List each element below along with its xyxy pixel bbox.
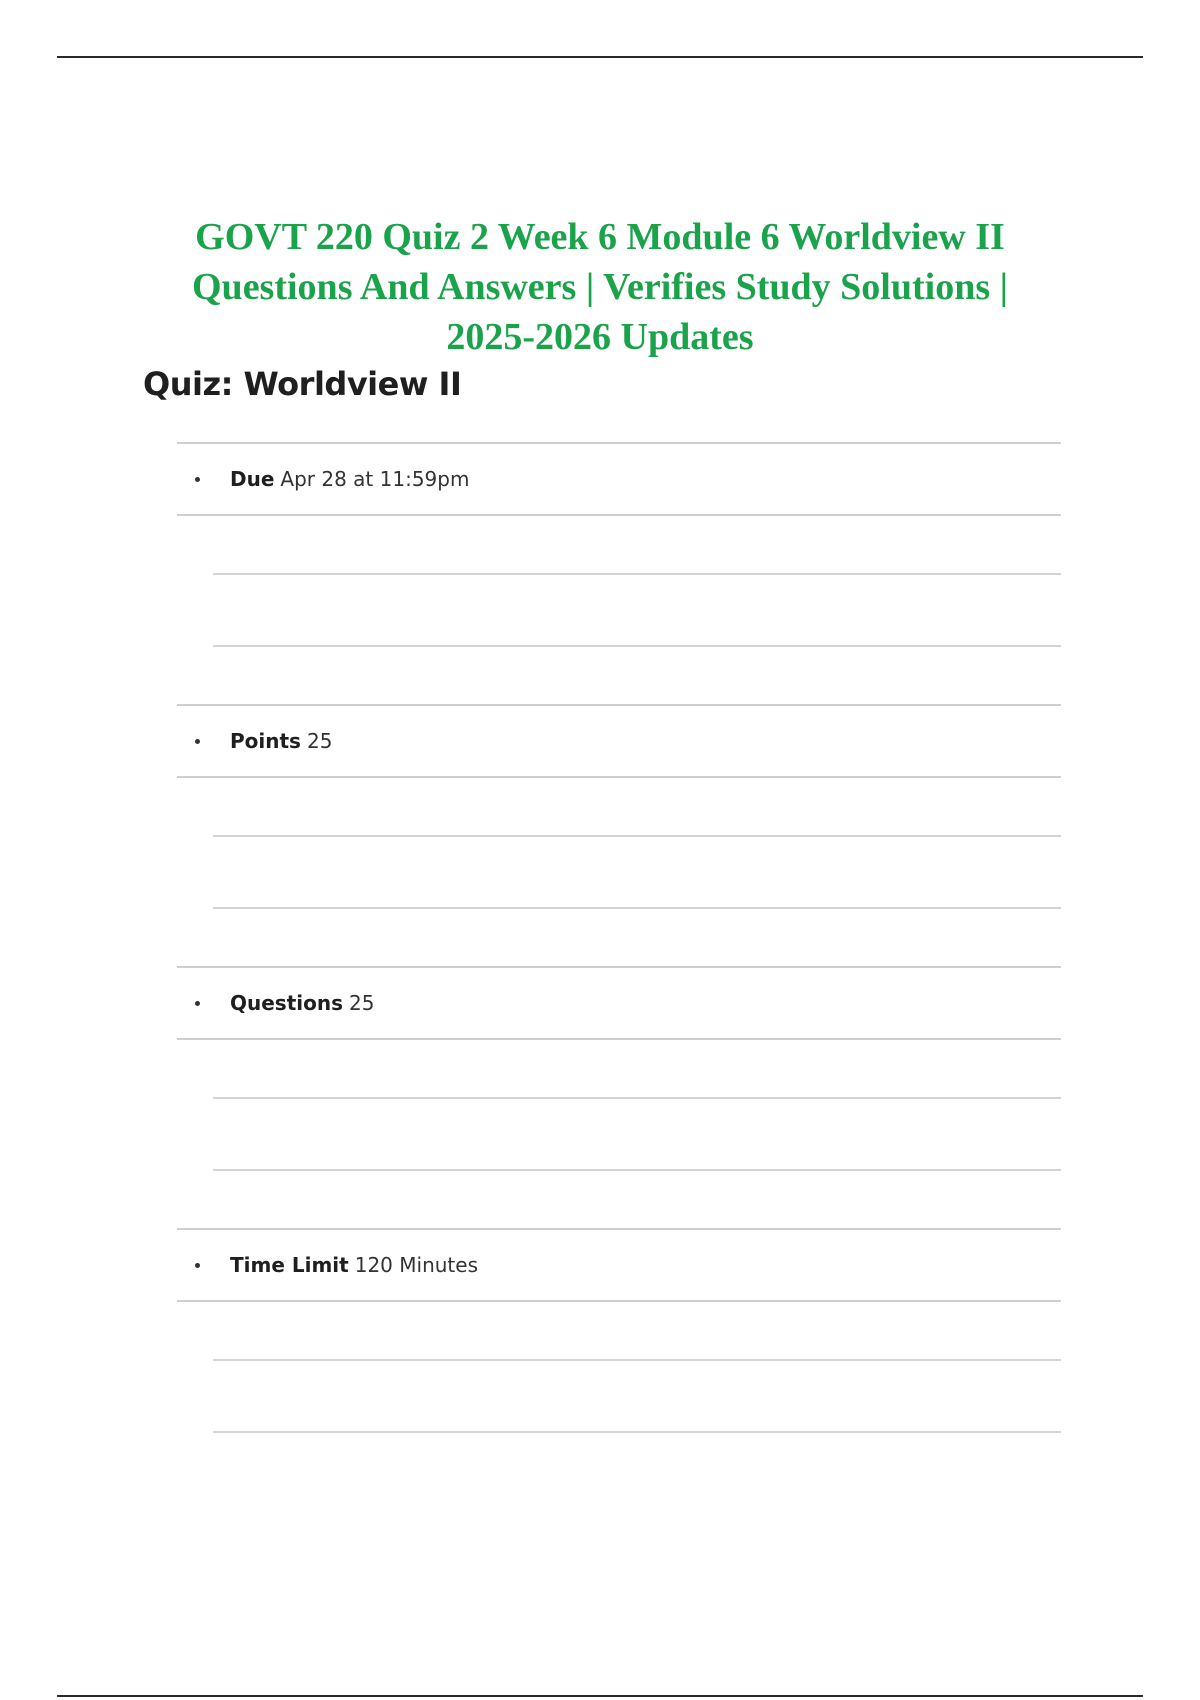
- detail-questions: [177, 966, 1061, 1228]
- detail-time-limit: [177, 1228, 1061, 1490]
- blank-line: [213, 1169, 1061, 1171]
- bullet-icon: [195, 477, 200, 482]
- document-title-line-2: Questions And Answers | Verifies Study Solutions |: [192, 266, 1008, 308]
- blank-line: [213, 907, 1061, 909]
- detail-row: [177, 1228, 1061, 1302]
- blank-line: [213, 645, 1061, 647]
- detail-text: [230, 991, 374, 1015]
- detail-value: 25: [306, 729, 333, 753]
- detail-row: [177, 442, 1061, 516]
- blank-line: [213, 573, 1061, 575]
- detail-value: Apr 28 at 11:59pm: [280, 467, 470, 491]
- detail-label: Time Limit: [230, 1253, 349, 1277]
- detail-value: 120 Minutes: [354, 1253, 478, 1277]
- blank-line: [213, 835, 1061, 837]
- page-top-rule: [57, 56, 1143, 58]
- blank-line: [213, 1097, 1061, 1099]
- detail-label: Due: [230, 467, 275, 491]
- page-bottom-rule: [57, 1695, 1143, 1697]
- document-title-line-1: GOVT 220 Quiz 2 Week 6 Module 6 Worldview II: [195, 216, 1005, 258]
- detail-points: [177, 704, 1061, 966]
- detail-due: [177, 442, 1061, 704]
- detail-label: Questions: [230, 991, 344, 1015]
- detail-row: [177, 966, 1061, 1040]
- detail-value: 25: [349, 991, 375, 1015]
- detail-text: [230, 1253, 478, 1277]
- bullet-icon: [195, 1263, 200, 1268]
- detail-row: [177, 704, 1061, 778]
- quiz-heading: Quiz: Worldview II: [143, 365, 462, 403]
- blank-line: [213, 1431, 1061, 1433]
- quiz-details-list: [177, 442, 1061, 1490]
- detail-text: [230, 729, 332, 753]
- document-title: [150, 212, 1050, 362]
- bullet-icon: [195, 1001, 200, 1006]
- bullet-icon: [195, 739, 200, 744]
- detail-label: Points: [230, 729, 301, 753]
- detail-text: [230, 467, 469, 491]
- blank-line: [213, 1359, 1061, 1361]
- document-title-line-3: 2025-2026 Updates: [446, 316, 754, 358]
